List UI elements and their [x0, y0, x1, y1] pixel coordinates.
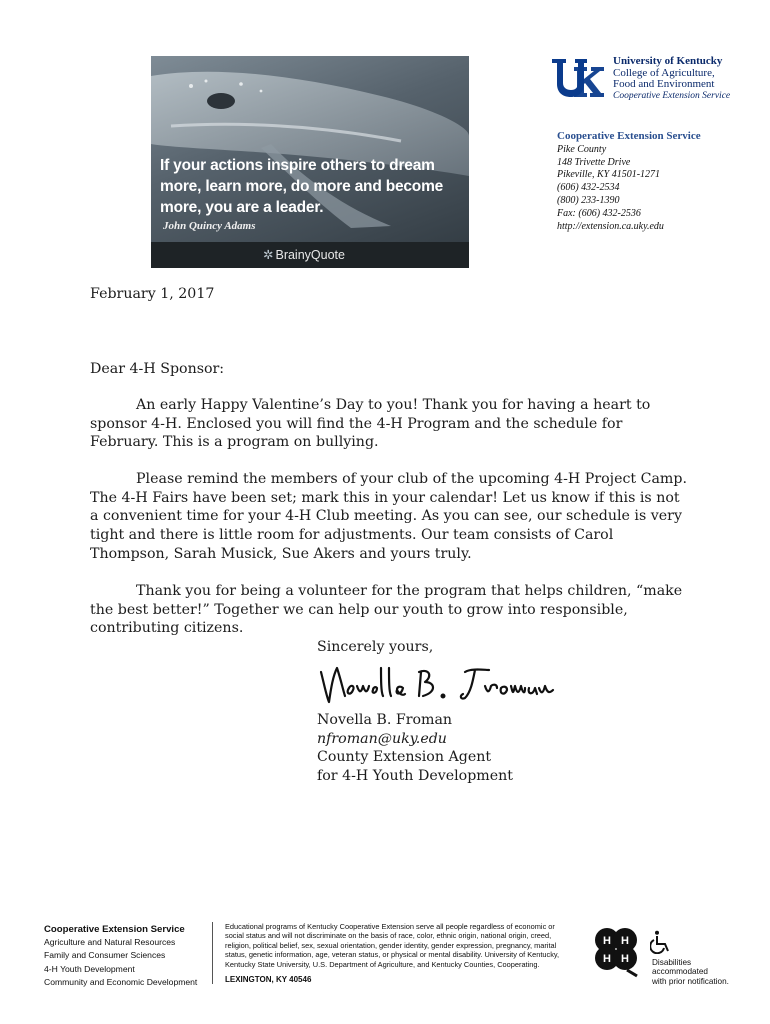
brainyquote-logo	[263, 247, 345, 262]
footer-disclaimer-block	[225, 922, 570, 984]
accessibility-notice	[652, 958, 729, 986]
brainyquote-star-icon: ✲	[263, 248, 274, 262]
letter-date: February 1, 2017	[90, 286, 215, 302]
office-phone-2: (800) 233-1390	[557, 194, 620, 206]
footer-address: LEXINGTON, KY 40546	[225, 975, 312, 985]
footer-program-title: Cooperative Extension Service	[44, 924, 185, 935]
office-street: 148 Trivette Drive	[557, 156, 631, 168]
letter-closing: Sincerely yours,	[317, 639, 434, 655]
signer-email[interactable]: nfroman@uky.edu	[317, 730, 447, 747]
letter-paragraph-2	[90, 470, 690, 564]
paragraph-text: Thank you for being a volunteer for the program that helps children, “make the best better!” Together we can help our youth to grow into responsible, contributing citizens.	[90, 583, 683, 637]
quote-image	[151, 56, 469, 268]
uk-logo-icon	[552, 57, 604, 101]
office-phone-1: (606) 432-2534	[557, 182, 620, 194]
letter-salutation: Dear 4-H Sponsor:	[90, 361, 225, 377]
footer-program: Community and Economic Development	[44, 976, 198, 987]
college-line-1: College of Agriculture,	[613, 66, 715, 79]
svg-text:H: H	[603, 953, 611, 965]
signature-image	[315, 658, 555, 706]
uk-header-text	[613, 56, 730, 102]
paragraph-text: Please remind the members of your club of the upcoming 4-H Project Camp. The 4-H Fairs have been set; mark this in your calendar! Let us know if this is not a convenient time for your 4-H Club meeting. As you can see, our schedule is very tight and there is little room for adjustments. Our team consists of Carol Thompson, Sarah Musick, Sue Akers and yours truly.	[90, 471, 687, 562]
footer-divider	[212, 922, 213, 984]
quote-author: John Quincy Adams	[163, 220, 256, 232]
signer-role-2: for 4-H Youth Development	[317, 768, 513, 785]
accessibility-line: Disabilities	[652, 958, 692, 967]
quote-text: If your actions inspire others to dream more, learn more, do more and become more, you are a leader.	[160, 157, 444, 216]
accessibility-line: accommodated	[652, 967, 708, 977]
signer-block	[317, 711, 513, 786]
footer-programs	[44, 923, 197, 989]
svg-text:H: H	[621, 935, 629, 947]
signer-role-1: County Extension Agent	[317, 749, 492, 766]
letter-paragraph-3	[90, 582, 690, 638]
office-title: Cooperative Extension Service	[557, 130, 701, 142]
4h-clover-icon	[587, 920, 645, 978]
wheelchair-icon	[650, 930, 672, 954]
footer-disclaimer: Educational programs of Kentucky Cooperative Extension serve all people regardless of economic or social status and will not discriminate on the basis of race, color, ethnic origin, national origin, creed, religion, political belief, sex, sexual orientation, gender identity, gender expression, pregnancy, marital status, genetic information, age, veteran status, or physical or mental disability. University of Kentucky, Kentucky State University, U.S. Department of Agriculture, and Kentucky Counties, Cooperating.	[225, 922, 560, 969]
office-city: Pikeville, KY 41501-1271	[557, 169, 661, 181]
office-url[interactable]: http://extension.ca.uky.edu	[557, 220, 664, 232]
accessibility-line: with prior notification.	[652, 976, 729, 986]
office-address	[557, 130, 701, 233]
university-name: University of Kentucky	[613, 55, 723, 67]
college-line-2: Food and Environment	[613, 78, 715, 90]
office-fax: Fax: (606) 432-2536	[557, 207, 641, 219]
letter-paragraph-1	[90, 396, 690, 452]
brainyquote-label: BrainyQuote	[275, 248, 345, 262]
footer-program: 4-H Youth Development	[44, 963, 135, 974]
footer-program: Agriculture and Natural Resources	[44, 937, 176, 948]
office-county: Pike County	[557, 143, 607, 155]
paragraph-text: An early Happy Valentine’s Day to you! Thank you for having a heart to sponsor 4-H. Enclosed you will find the 4-H Program and the schedule for February. This is a program on bullying.	[90, 397, 651, 451]
header-service: Cooperative Extension Service	[613, 90, 731, 101]
signer-name: Novella B. Froman	[317, 712, 453, 728]
quote-footer	[151, 242, 469, 268]
footer-program: Family and Consumer Sciences	[44, 950, 166, 961]
svg-text:H: H	[621, 953, 629, 965]
svg-text:H: H	[603, 935, 611, 947]
